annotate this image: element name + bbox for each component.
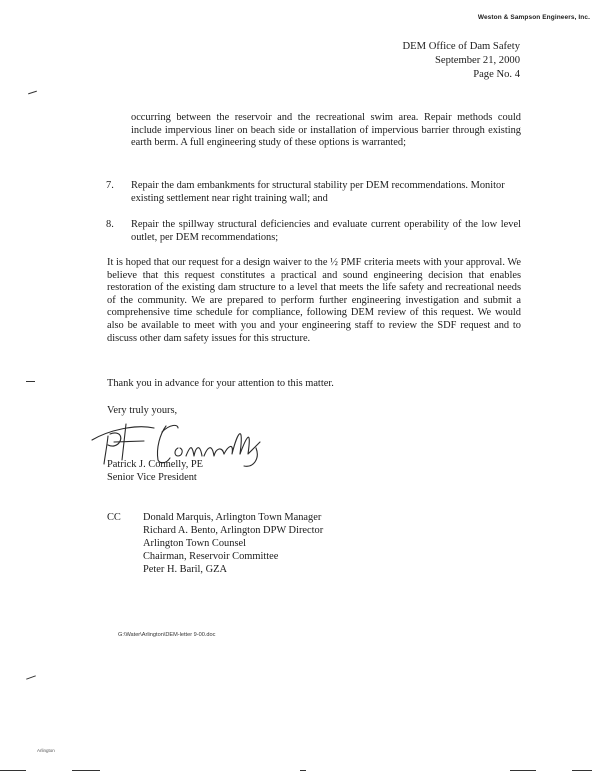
item-7-number: 7. [106, 180, 114, 191]
scan-mark [26, 381, 35, 382]
scan-edge-mark [300, 770, 306, 771]
signer-title: Senior Vice President [107, 472, 197, 483]
signer-name: Patrick J. Connelly, PE [107, 459, 204, 470]
cc-label: CC [107, 512, 121, 523]
file-path: G:\Water\Arlington\DEM-letter 9-00.doc [118, 632, 216, 638]
cc-recipient: Chairman, Reservoir Committee [143, 551, 279, 562]
continued-paragraph: occurring between the reservoir and the recreational swim area. Repair methods could include impervious liner on beach side or installation of impervious barrier through existing earth berm. A full engineering study of these options is warranted; [131, 112, 521, 149]
date-line: September 21, 2000 [434, 55, 520, 66]
bottom-note: Arlington [37, 748, 55, 753]
cc-recipient: Donald Marquis, Arlington Town Manager [143, 512, 322, 523]
cc-recipient: Richard A. Bento, Arlington DPW Director [143, 525, 324, 536]
scan-edge-mark [0, 770, 26, 771]
item-7-text: Repair the dam embankments for structural stability per DEM recommendations. Monitor existing settlement near right training wall; and [131, 180, 505, 204]
scan-mark [28, 91, 37, 95]
item-8-text: Repair the spillway structural deficiencies and evaluate current operability of the low level outlet, per DEM recommendations; [131, 219, 521, 243]
scan-edge-mark [572, 770, 592, 771]
cc-recipient: Arlington Town Counsel [143, 538, 246, 549]
closing-salutation: Very truly yours, [107, 405, 178, 416]
item-8-number: 8. [106, 219, 114, 230]
scan-edge-mark [72, 770, 100, 771]
page-number: Page No. 4 [473, 69, 520, 80]
cc-recipient: Peter H. Baril, GZA [143, 564, 227, 575]
request-paragraph: It is hoped that our request for a design waiver to the ½ PMF criteria meets with your approval. We believe that this request constitutes a practical and sound engineering decision that enables restoration of the existing dam structure to a level that meets the life safety and recreational needs of the community. We are prepared to perform further engineering investigation and submit a comprehensive time schedule for compliance, following DEM review of this request. We would also be available to meet with you and your engineering staff to review the SDF request and to discuss other dam safety issues for this structure. [107, 257, 521, 344]
scan-edge-mark [510, 770, 536, 771]
company-name: Weston & Sampson Engineers, Inc. [477, 14, 590, 21]
thanks-paragraph: Thank you in advance for your attention to this matter. [107, 378, 334, 389]
recipient-line: DEM Office of Dam Safety [402, 41, 520, 52]
scan-mark [26, 675, 36, 679]
